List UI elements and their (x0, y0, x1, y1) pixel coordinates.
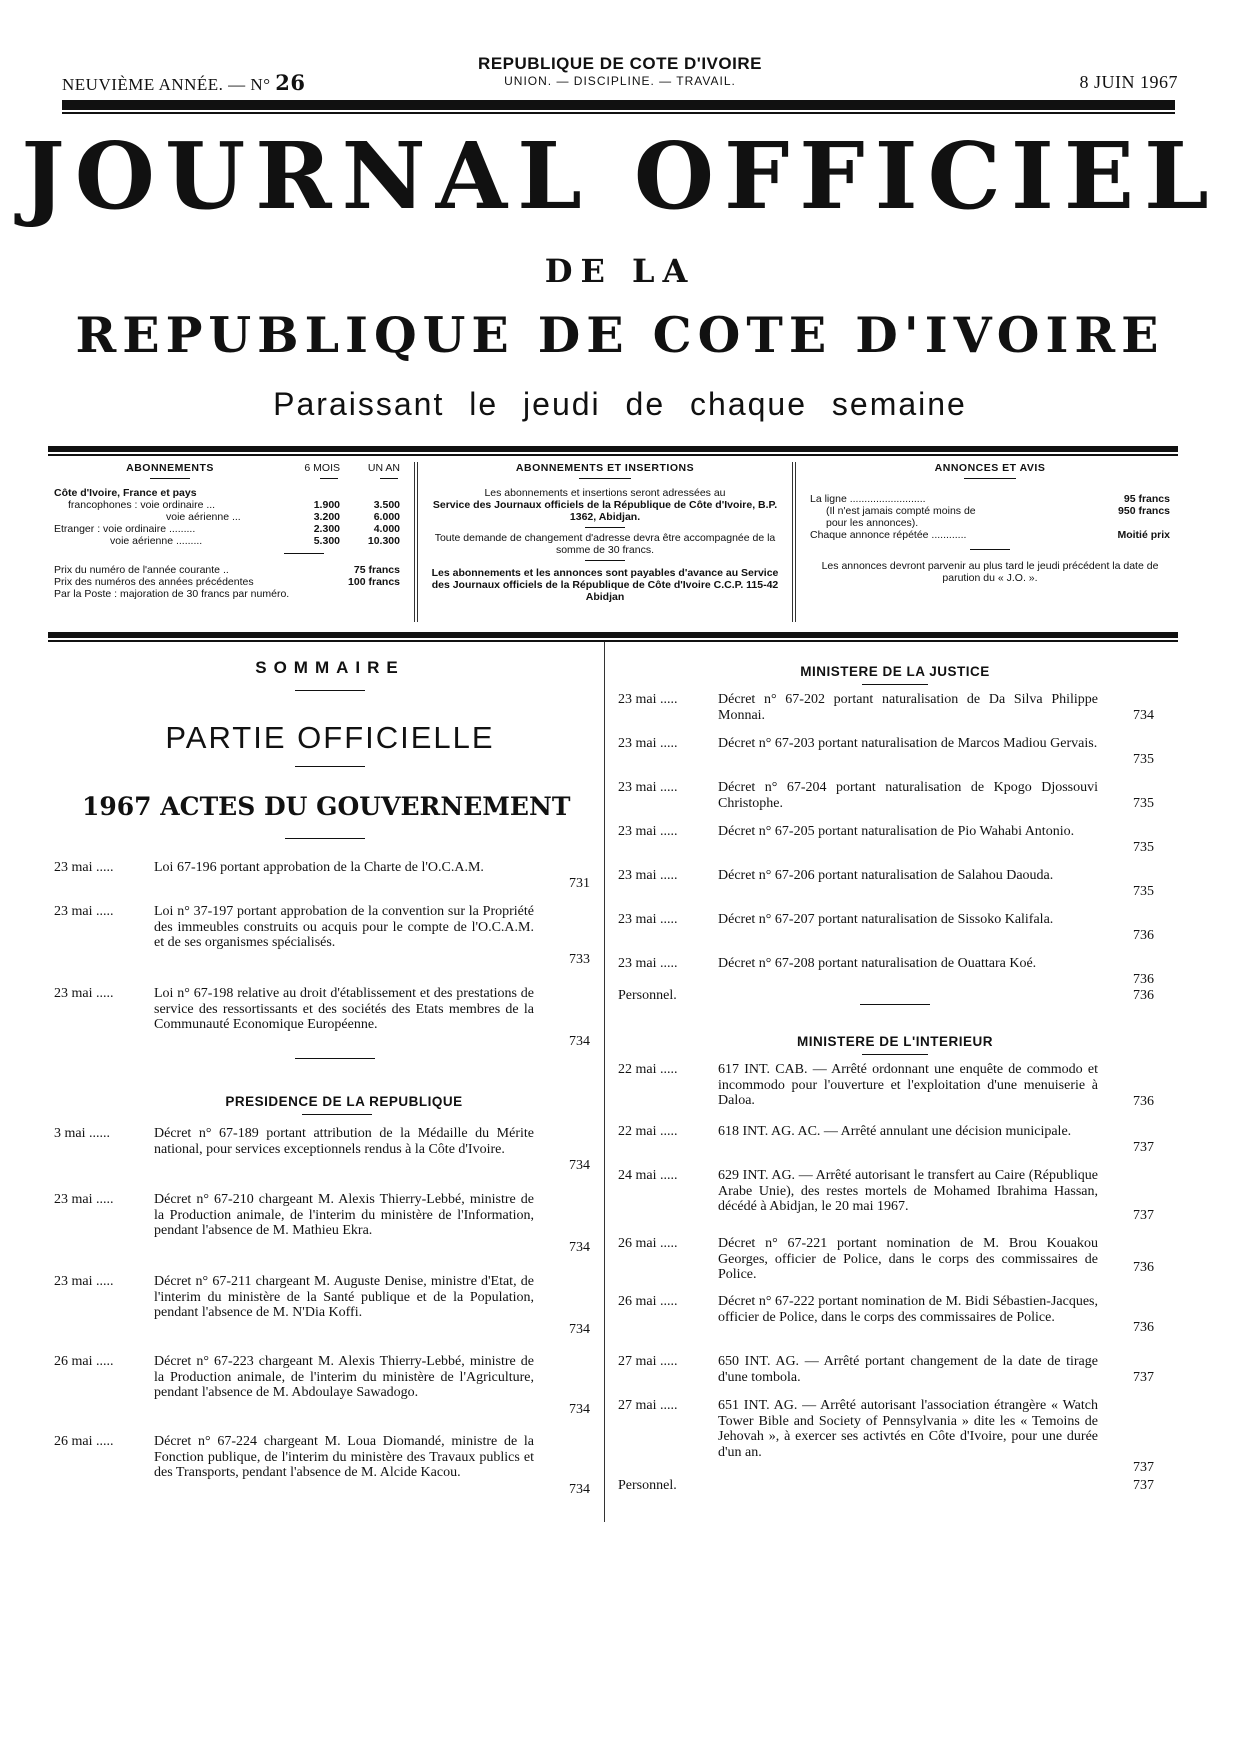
header-year-issue: NEUVIÈME ANNÉE. — N° 26 (62, 70, 306, 95)
annonces-ligne: La ligne .......................... 95 francs (810, 493, 1170, 505)
header-rule-thin (62, 112, 1175, 114)
divider (862, 684, 928, 685)
insertions-address-intro: Les abonnements et insertions seront adressées au (484, 487, 726, 499)
journal-republic: REPUBLIQUE DE COTE D'IVOIRE (75, 306, 1165, 364)
interieur-personnel-page: 737 (1133, 1478, 1154, 1493)
masthead-rule (48, 446, 1178, 452)
presidence-heading: PRESIDENCE DE LA REPUBLIQUE (225, 1094, 463, 1109)
one-year-heading: UN AN (367, 462, 400, 474)
insertions-change-address: Toute demande de changement d'adresse devra être accompagnée de la somme de 30 francs. (434, 532, 776, 556)
subscription-row: voie aérienne ......... 5.300 10.300 (110, 535, 400, 547)
annonces-minimum: (Il n'est jamais compté moins de 950 francs (826, 505, 1170, 517)
section-rule (48, 632, 1178, 638)
interieur-heading: MINISTERE DE L'INTERIEUR (797, 1034, 993, 1049)
annonces-heading: ANNONCES ET AVIS (934, 462, 1046, 474)
country-name: REPUBLIQUE DE COTE D'IVOIRE (478, 54, 762, 73)
subscription-row: Etranger : voie ordinaire ......... 2.300 4.000 (54, 523, 400, 535)
justice-heading: MINISTERE DE LA JUSTICE (800, 664, 990, 679)
justice-personnel-page: 736 (1133, 988, 1154, 1003)
issue-number: 26 (275, 70, 306, 95)
issue-date: 8 JUIN 1967 (1079, 72, 1178, 92)
divider (295, 766, 365, 767)
actes-heading: 1967 ACTES DU GOUVERNEMENT (82, 792, 571, 821)
journal-frequency: Paraissant le jeudi de chaque semaine (273, 386, 967, 422)
subscription-row: voie aérienne ... 3.200 6.000 (166, 511, 400, 523)
box-divider (414, 462, 418, 622)
header-country (0, 54, 1240, 88)
price-previous: Prix des numéros des années précédentes 100 francs (54, 576, 400, 588)
subscriptions-box (54, 462, 400, 600)
sommaire-title: SOMMAIRE (255, 658, 405, 677)
price-current: Prix du numéro de l'année courante .. 75 francs (54, 564, 400, 576)
divider (862, 1054, 928, 1055)
section-rule-thin (48, 640, 1178, 642)
journal-de-la: DE LA (544, 252, 696, 290)
interieur-personnel: Personnel. (618, 1478, 677, 1493)
divider (295, 1058, 375, 1059)
price-post: Par la Poste : majoration de 30 francs par numéro. (54, 588, 290, 600)
box-divider (792, 462, 796, 622)
masthead-rule-thin (48, 454, 1178, 456)
annonces-box (810, 462, 1170, 584)
subscriptions-heading: ABONNEMENTS (126, 462, 214, 474)
header-rule (62, 100, 1175, 110)
divider (302, 1114, 372, 1115)
insertions-box (430, 462, 780, 603)
annonces-repeat: Chaque annonce répétée ............ Moitié prix (810, 529, 1170, 541)
divider (285, 838, 365, 839)
insertions-payment: Les abonnements et les annonces sont payables d'avance au Service des Journaux officiels de la République de Côte d'Ivoire C.C.P. 115-42 Abidjan (431, 567, 779, 603)
country-motto: UNION. — DISCIPLINE. — TRAVAIL. (504, 74, 736, 88)
column-divider (604, 642, 605, 1522)
subscription-row: francophones : voie ordinaire ... 1.900 3.500 (68, 499, 400, 511)
subscriptions-line1: Côte d'Ivoire, France et pays (54, 487, 197, 499)
insertions-heading: ABONNEMENTS ET INSERTIONS (515, 462, 695, 474)
partie-officielle: PARTIE OFFICIELLE (165, 720, 495, 755)
insertions-address: Service des Journaux officiels de la République de Côte d'Ivoire, B.P. 1362, Abidjan. (432, 499, 778, 523)
divider (860, 1004, 930, 1005)
divider (295, 690, 365, 691)
justice-personnel: Personnel. (618, 988, 677, 1003)
journal-title: JOURNAL OFFICIEL (21, 122, 1219, 230)
six-months-heading: 6 MOIS (304, 462, 340, 474)
annonces-deadline: Les annonces devront parvenir au plus tard le jeudi précédent la date de parution du « J.O. ». (821, 560, 1159, 584)
annonces-minimum-note: pour les annonces). (826, 517, 919, 529)
